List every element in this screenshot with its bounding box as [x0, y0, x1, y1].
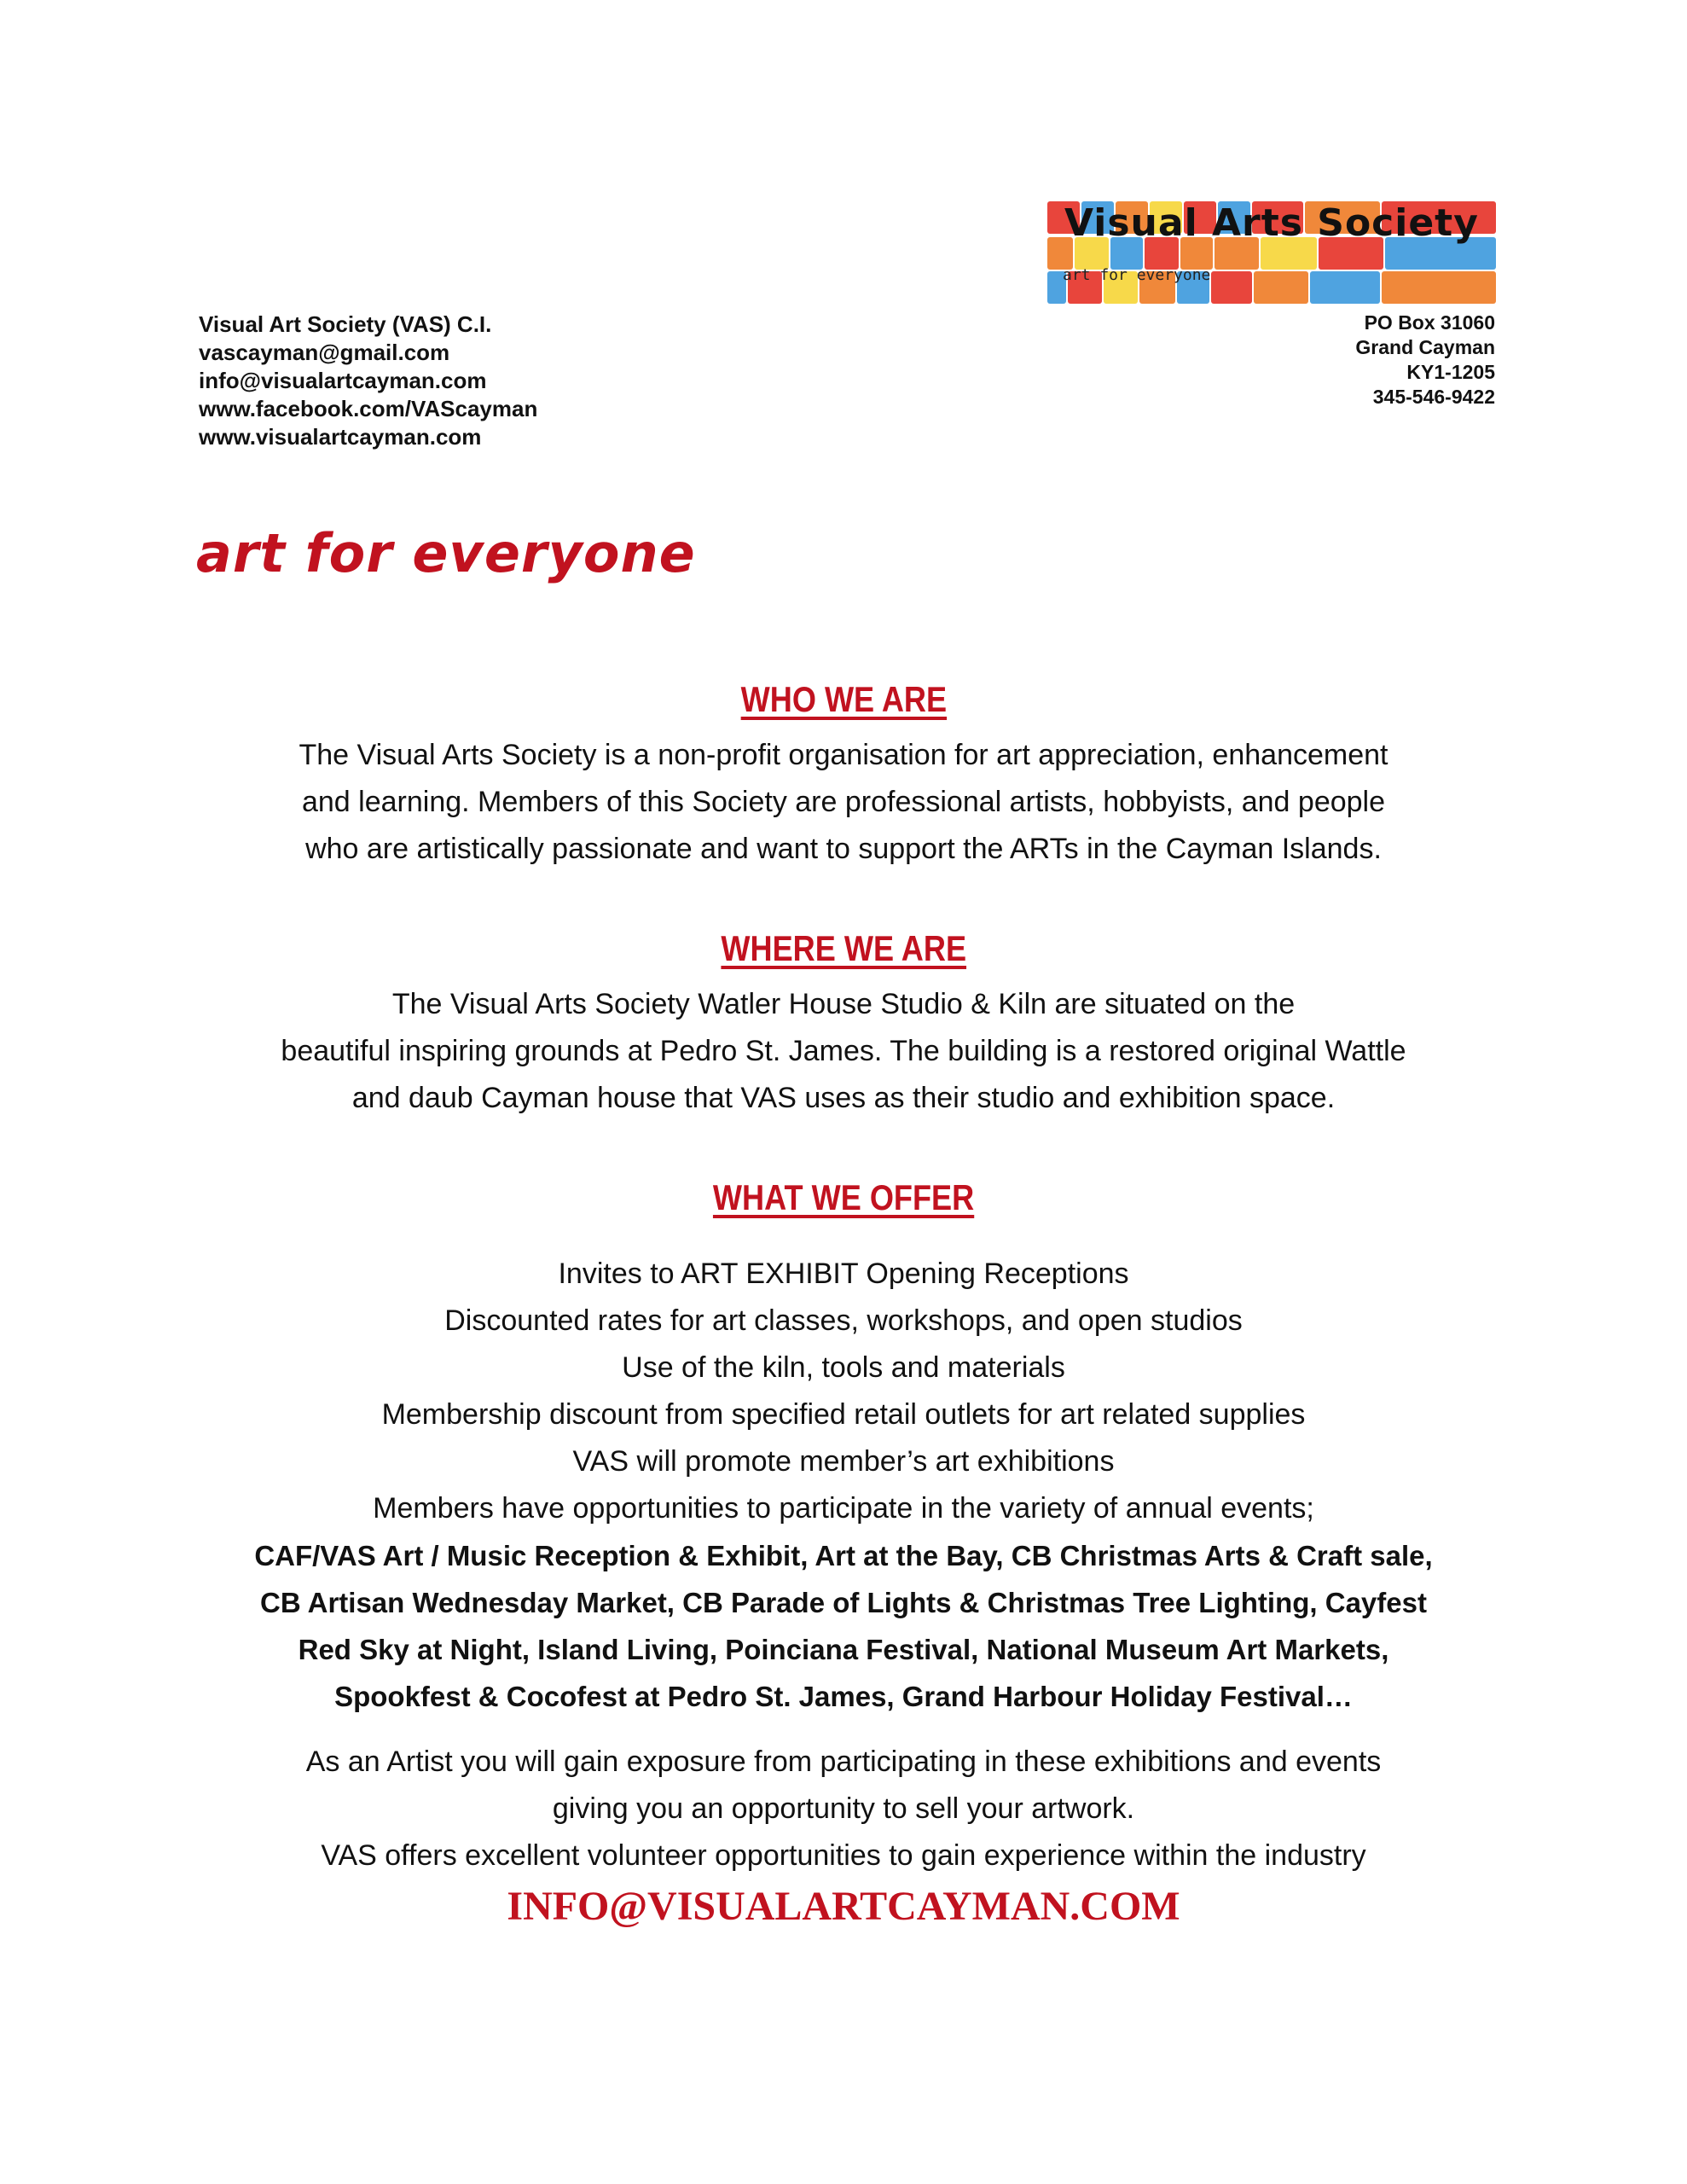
events-line: CAF/VAS Art / Music Reception & Exhibit, Art at the Bay, CB Christmas Arts & Craft sale, — [254, 1540, 1433, 1571]
body-line: and learning. Members of this Society are professional artists, hobbyists, and people — [301, 786, 1386, 818]
email-link[interactable]: vascayman@gmail.com — [199, 340, 450, 365]
contact-block — [199, 311, 537, 451]
postal-address — [1355, 311, 1495, 410]
offer-item: Invites to ART EXHIBIT Opening Receptions — [558, 1258, 1129, 1290]
website-link[interactable]: www.visualartcayman.com — [199, 424, 482, 450]
events-line: CB Artisan Wednesday Market, CB Parade of Lights & Christmas Tree Lighting, Cayfest — [260, 1587, 1427, 1618]
body-line: who are artistically passionate and want to support the ARTs in the Cayman Islands. — [305, 833, 1382, 865]
logo-paint-tile — [1254, 271, 1308, 304]
closing-line: giving you an opportunity to sell your artwork. — [552, 1792, 1135, 1825]
section-heading: WHERE WE ARE — [721, 928, 966, 968]
offer-item: VAS will promote member’s art exhibitions — [572, 1445, 1115, 1478]
phone-number: 345-546-9422 — [1372, 386, 1495, 408]
section-heading: WHO WE ARE — [740, 679, 947, 719]
logo-paint-tile — [1211, 271, 1252, 304]
logo-paint-tile — [1310, 271, 1380, 304]
closing-text — [171, 1739, 1516, 1879]
footer-email-link[interactable]: INFO@VISUALARTCAYMAN.COM — [507, 1884, 1180, 1929]
offer-item: Membership discount from specified retail outlets for art related supplies — [381, 1398, 1306, 1431]
offer-item: Use of the kiln, tools and materials — [622, 1351, 1065, 1384]
offer-item: Discounted rates for art classes, workshops, and open studios — [444, 1304, 1243, 1337]
logo-paint-tile — [1382, 271, 1496, 304]
body-line: The Visual Arts Society Watler House Studio & Kiln are situated on the — [391, 988, 1296, 1020]
body-line: The Visual Arts Society is a non-profit organisation for art appreciation, enhancement — [299, 739, 1388, 771]
address-line: Grand Cayman — [1355, 336, 1495, 358]
section-who-we-are — [171, 679, 1516, 873]
section-where-we-are — [171, 928, 1516, 1122]
vas-logo — [1047, 200, 1496, 305]
events-line: Spookfest & Cocofest at Pedro St. James, Grand Harbour Holiday Festival… — [334, 1681, 1353, 1712]
organisation-name: Visual Art Society (VAS) C.I. — [199, 311, 492, 337]
body-line: and daub Cayman house that VAS uses as their studio and exhibition space. — [351, 1082, 1336, 1114]
section-heading: WHAT WE OFFER — [712, 1177, 975, 1217]
closing-line: As an Artist you will gain exposure from participating in these exhibitions and events — [305, 1745, 1382, 1778]
offer-list — [171, 1251, 1516, 1532]
section-body — [171, 981, 1516, 1122]
logo-title: Visual Arts Society — [1064, 201, 1479, 245]
email-link[interactable]: info@visualartcayman.com — [199, 368, 487, 393]
slogan: art for everyone — [196, 522, 696, 584]
address-line: PO Box 31060 — [1364, 311, 1495, 334]
events-list — [171, 1532, 1516, 1720]
events-line: Red Sky at Night, Island Living, Poinciana Festival, National Museum Art Markets, — [298, 1634, 1389, 1665]
section-body — [171, 732, 1516, 873]
logo-tagline: art for everyone — [1063, 266, 1211, 284]
section-what-we-offer — [171, 1177, 1516, 1930]
facebook-link[interactable]: www.facebook.com/VAScayman — [199, 396, 538, 421]
body-line: beautiful inspiring grounds at Pedro St. James. The building is a restored original Wattle — [281, 1035, 1406, 1067]
closing-line: VAS offers excellent volunteer opportunities to gain experience within the industry — [321, 1839, 1366, 1872]
offer-item: Members have opportunities to participate in the variety of annual events; — [373, 1492, 1314, 1525]
address-line: KY1-1205 — [1406, 361, 1495, 383]
